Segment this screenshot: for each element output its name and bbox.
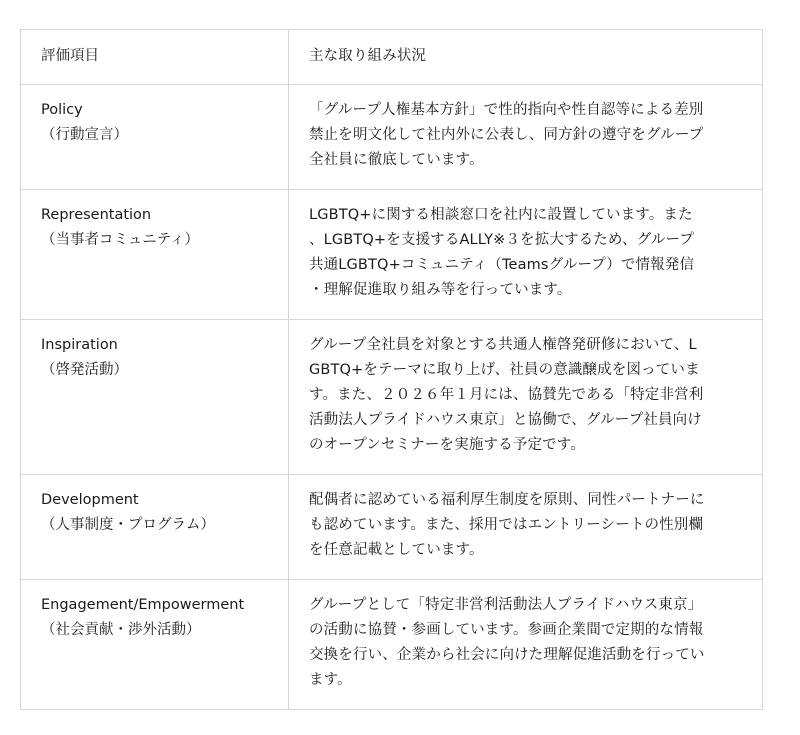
status-cell bbox=[289, 475, 763, 580]
item-cell bbox=[21, 580, 289, 710]
item-subtitle: （啓発活動） bbox=[41, 362, 128, 378]
table-row bbox=[21, 475, 763, 580]
table-row bbox=[21, 190, 763, 320]
status-text-line: GBTQ+をテーマに取り上げ、社員の意識醸成を図っていま bbox=[309, 362, 700, 378]
header-cell-status bbox=[289, 30, 763, 85]
status-text-line: ます。 bbox=[309, 672, 352, 688]
item-subtitle: （当事者コミュニティ） bbox=[41, 232, 200, 248]
item-name: Representation bbox=[41, 207, 152, 223]
item-cell bbox=[21, 475, 289, 580]
item-subtitle: （社会貢献・渉外活動） bbox=[41, 622, 201, 638]
table-row bbox=[21, 580, 763, 710]
status-text-line: 共通LGBTQ+コミュニティ（Teamsグループ）で情報発信 bbox=[309, 257, 695, 273]
status-cell bbox=[289, 320, 763, 475]
status-cell bbox=[289, 190, 763, 320]
table-header-row bbox=[21, 30, 763, 85]
item-cell bbox=[21, 190, 289, 320]
status-text-line: 全社員に徹底しています。 bbox=[309, 152, 484, 168]
item-name: Engagement/Empowerment bbox=[41, 597, 245, 613]
status-text-line: LGBTQ+に関する相談窓口を社内に設置しています。また bbox=[309, 207, 693, 223]
item-subtitle: （行動宣言） bbox=[41, 127, 128, 143]
status-text-line: グループとして「特定非営利活動法人プライドハウス東京」 bbox=[309, 597, 703, 613]
status-text-line: ・理解促進取り組み等を行っています。 bbox=[309, 282, 572, 298]
item-name: Inspiration bbox=[41, 337, 118, 353]
status-cell bbox=[289, 85, 763, 190]
header-cell-item bbox=[21, 30, 289, 85]
status-text-line: グループ全社員を対象とする共通人権啓発研修において、L bbox=[309, 337, 697, 353]
table-row bbox=[21, 85, 763, 190]
status-cell bbox=[289, 580, 763, 710]
lgbtq-evaluation-table bbox=[20, 29, 763, 710]
status-text-line: 交換を行い、企業から社会に向けた理解促進活動を行ってい bbox=[309, 647, 705, 663]
status-text-line: 、LGBTQ+を支援するALLY※３を拡大するため、グループ bbox=[309, 232, 695, 248]
item-cell bbox=[21, 320, 289, 475]
status-text-line: す。また、２０２６年１月には、協賛先である「特定非営利 bbox=[309, 387, 704, 403]
status-text-line: 禁止を明文化して社内外に公表し、同方針の遵守をグループ bbox=[309, 127, 704, 143]
status-text-line: の活動に協賛・参画しています。参画企業間で定期的な情報 bbox=[309, 622, 704, 638]
table-row bbox=[21, 320, 763, 475]
item-subtitle: （人事制度・プログラム） bbox=[41, 517, 215, 533]
header-item-label: 評価項目 bbox=[41, 48, 99, 64]
status-text-line: も認めています。また、採用ではエントリーシートの性別欄 bbox=[309, 517, 704, 533]
status-text-line: 活動法人プライドハウス東京」と協働で、グループ社員向け bbox=[309, 412, 702, 428]
status-text-line: のオープンセミナーを実施する予定です。 bbox=[309, 437, 585, 453]
status-text-line: を任意記載としています。 bbox=[309, 542, 484, 558]
status-text-line: 「グループ人権基本方針」で性的指向や性自認等による差別 bbox=[309, 102, 704, 118]
header-status-label: 主な取り組み状況 bbox=[309, 48, 427, 64]
item-name: Development bbox=[41, 492, 139, 508]
item-cell bbox=[21, 85, 289, 190]
item-name: Policy bbox=[41, 102, 83, 118]
status-text-line: 配偶者に認めている福利厚生制度を原則、同性パートナーに bbox=[309, 492, 705, 508]
lgbtq-evaluation-table-container bbox=[20, 29, 762, 710]
